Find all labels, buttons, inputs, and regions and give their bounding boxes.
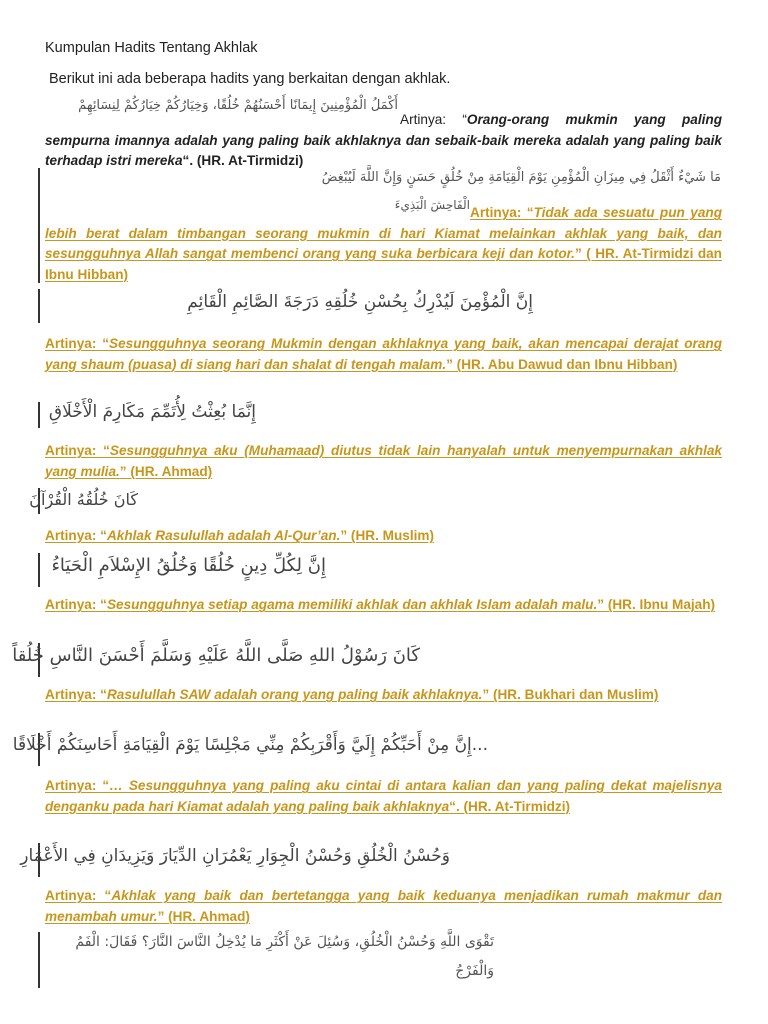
arabic-text-5: كَانَ خُلُقُهُ الْقُرْآنَ bbox=[29, 490, 138, 509]
quote-bar bbox=[38, 553, 40, 587]
translation-quote: Tidak ada sesuatu pun yang lebih berat dalam timbangan seorang mukmin di hari Kiamat melainkan akhlak yang baik, dan sesungguhnya Allah sangat membenci orang yang suka berbicara keji dan kotor. bbox=[45, 205, 722, 261]
intro-text: Berikut ini ada beberapa hadits yang berkaitan dengan akhlak. bbox=[49, 71, 451, 87]
translation-label: Artinya: “ bbox=[45, 528, 107, 543]
translation-quote: … Sesungguhnya yang paling aku cintai di antara kalian dan yang paling dekat majelisnya denganku pada hari Kiamat adalah yang paling baik akhlaknya bbox=[45, 778, 722, 814]
arabic-text-2b: الْفَاحِشَ الْبَذِيءَ bbox=[394, 198, 470, 212]
translation-source: ” (HR. Bukhari dan Muslim) bbox=[482, 687, 659, 702]
translation-label: Artinya: “ bbox=[45, 443, 110, 458]
translation-label: Artinya: “ bbox=[45, 778, 110, 793]
arabic-text-10: تَقْوَى اللَّهِ وَحُسْنُ الْخُلُقِ، وَسُئِلَ عَنْ أَكْثَرِ مَا يُدْخِلُ النَّاسَ النَّارَ؟ فَقَالَ: الْفَمُ bbox=[75, 934, 494, 950]
translation-quote: Orang-orang mukmin yang paling sempurna imannya adalah yang paling baik akhlaknya dan sebaik-baik mereka adalah yang paling baik terhadap istri mereka bbox=[45, 112, 723, 168]
quote-bar bbox=[38, 932, 40, 988]
translation-8 bbox=[45, 776, 722, 817]
translation-source: “. (HR. At-Tirmidzi) bbox=[449, 798, 570, 814]
translation-label: Artinya: “ bbox=[45, 597, 107, 612]
translation-7 bbox=[45, 685, 722, 706]
translation-quote: Rasulullah SAW adalah orang yang paling baik akhlaknya. bbox=[106, 687, 483, 702]
arabic-text-4: إِنَّمَا بُعِثْتُ لِأُتَمِّمَ مَكَارِمَ الْأَخْلَاقِ bbox=[48, 402, 256, 422]
translation-6 bbox=[45, 595, 722, 616]
translation-5 bbox=[45, 526, 722, 547]
quote-bar bbox=[38, 168, 40, 283]
translation-source: ” (HR. Ahmad) bbox=[119, 463, 213, 479]
arabic-text-8: ...إِنَّ مِنْ أَحَبِّكُمْ إِلَيَّ وَأَقْرَبِكُمْ مِنِّي مَجْلِسًا يَوْمَ الْقِيَامَةِ أَحَاسِنَكُمْ أَخْلَاقًا bbox=[12, 735, 488, 755]
translation-4 bbox=[45, 441, 722, 482]
page-title: Kumpulan Hadits Tentang Akhlak bbox=[45, 40, 258, 56]
translation-quote: Sesungguhnya aku (Muhamaad) diutus tidak lain hanyalah untuk menyempurnakan akhlak yang mulia. bbox=[45, 443, 722, 479]
translation-source: ” (HR. Ahmad) bbox=[157, 908, 250, 924]
translation-label: Artinya: “ bbox=[400, 112, 467, 127]
translation-quote: Sesungguhnya setiap agama memiliki akhlak dan akhlak Islam adalah malu. bbox=[106, 597, 598, 612]
translation-source: ” (HR. Ibnu Majah) bbox=[597, 597, 716, 612]
arabic-text-9: وَحُسْنُ الْخُلُقِ وَحُسْنُ الْجِوَارِ يَعْمُرَانِ الدِّيَارَ وَيَزِيدَانِ فِي الأَعْمَارِ bbox=[20, 846, 450, 866]
translation-2 bbox=[45, 203, 722, 285]
translation-source: ” (HR. Abu Dawud dan Ibnu Hibban) bbox=[446, 356, 678, 372]
arabic-text-6: إِنَّ لِكُلِّ دِينٍ خُلُقًا وَخُلُقُ الإِسْلاَمِ الْحَيَاءُ bbox=[51, 555, 326, 576]
translation-label: Artinya: “ bbox=[45, 336, 110, 351]
translation-1 bbox=[45, 110, 722, 172]
translation-quote: Akhlak Rasulullah adalah Al-Qur’an. bbox=[106, 528, 341, 543]
translation-quote: Akhlak yang baik dan bertetangga yang baik keduanya menjadikan rumah makmur dan menambah umur. bbox=[45, 888, 722, 924]
translation-source: ” ( HR. At-Tirmidzi dan Ibnu Hibban) bbox=[45, 246, 722, 282]
translation-9 bbox=[45, 886, 722, 927]
arabic-text-7: كَانَ رَسُوْلُ اللهِ صَلَّى اللَّهُ عَلَيْهِ وَسَلَّمَ أَحْسَنَ النَّاسِ خُلُقاً bbox=[12, 645, 420, 666]
translation-label: Artinya: “ bbox=[45, 687, 107, 702]
quote-bar bbox=[38, 402, 40, 428]
arabic-text-2: مَا شَيْءٌ أَثْقَلُ فِي مِيزَانِ الْمُؤْمِنِ يَوْمَ الْقِيَامَةِ مِنْ خُلُقٍ حَسَنٍ وَإِنَّ اللَّهَ لَيُبْغِضُ bbox=[321, 170, 721, 185]
arabic-text-10b: وَالْفَرْجُ bbox=[455, 963, 494, 979]
arabic-text-1: أَكْمَلُ الْمُؤْمِنِينَ إِيمَانًا أَحْسَنُهُمْ خُلُقًا، وَخِيَارُكُمْ خِيَارُكُمْ لِنِسَائِهِمْ bbox=[78, 98, 398, 113]
translation-source: “. (HR. At-Tirmidzi) bbox=[182, 153, 304, 168]
translation-quote: Sesungguhnya seorang Mukmin dengan akhlaknya yang baik, akan mencapai derajat orang yang shaum (puasa) di siang hari dan shalat di tengah malam. bbox=[45, 336, 722, 372]
arabic-text-3: إِنَّ الْمُؤْمِنَ لَيُدْرِكُ بِحُسْنِ خُلُقِهِ دَرَجَةَ الصَّائِمِ الْقَائِمِ bbox=[187, 292, 533, 312]
quote-bar bbox=[38, 289, 40, 323]
translation-label: Artinya: “ bbox=[470, 205, 534, 220]
translation-label: Artinya: “ bbox=[45, 888, 112, 903]
translation-3 bbox=[45, 334, 722, 375]
translation-source: ” (HR. Muslim) bbox=[340, 528, 435, 543]
